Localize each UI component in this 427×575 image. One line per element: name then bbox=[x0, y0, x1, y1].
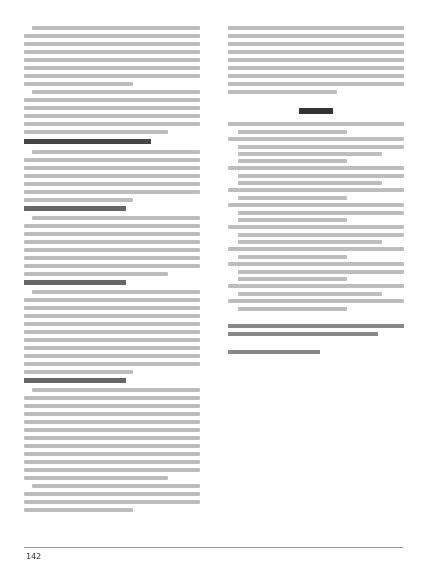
reference-item bbox=[228, 225, 404, 244]
references-title bbox=[299, 108, 333, 114]
subsection-heading-2 bbox=[24, 280, 126, 285]
reference-item bbox=[228, 122, 404, 134]
page-number: 142 bbox=[26, 552, 42, 561]
reference-item bbox=[228, 284, 404, 296]
left-column bbox=[24, 26, 200, 516]
footer-rule bbox=[24, 547, 403, 548]
reference-item bbox=[228, 262, 404, 281]
reference-item bbox=[228, 299, 404, 311]
subsection-heading-3 bbox=[24, 378, 126, 383]
reference-item bbox=[228, 247, 404, 259]
reference-item bbox=[228, 188, 404, 200]
reference-item bbox=[228, 203, 404, 222]
section-heading bbox=[24, 139, 151, 144]
subsection-heading-1 bbox=[24, 206, 126, 211]
reference-item bbox=[228, 137, 404, 163]
right-column bbox=[228, 26, 404, 358]
reference-item bbox=[228, 166, 404, 185]
